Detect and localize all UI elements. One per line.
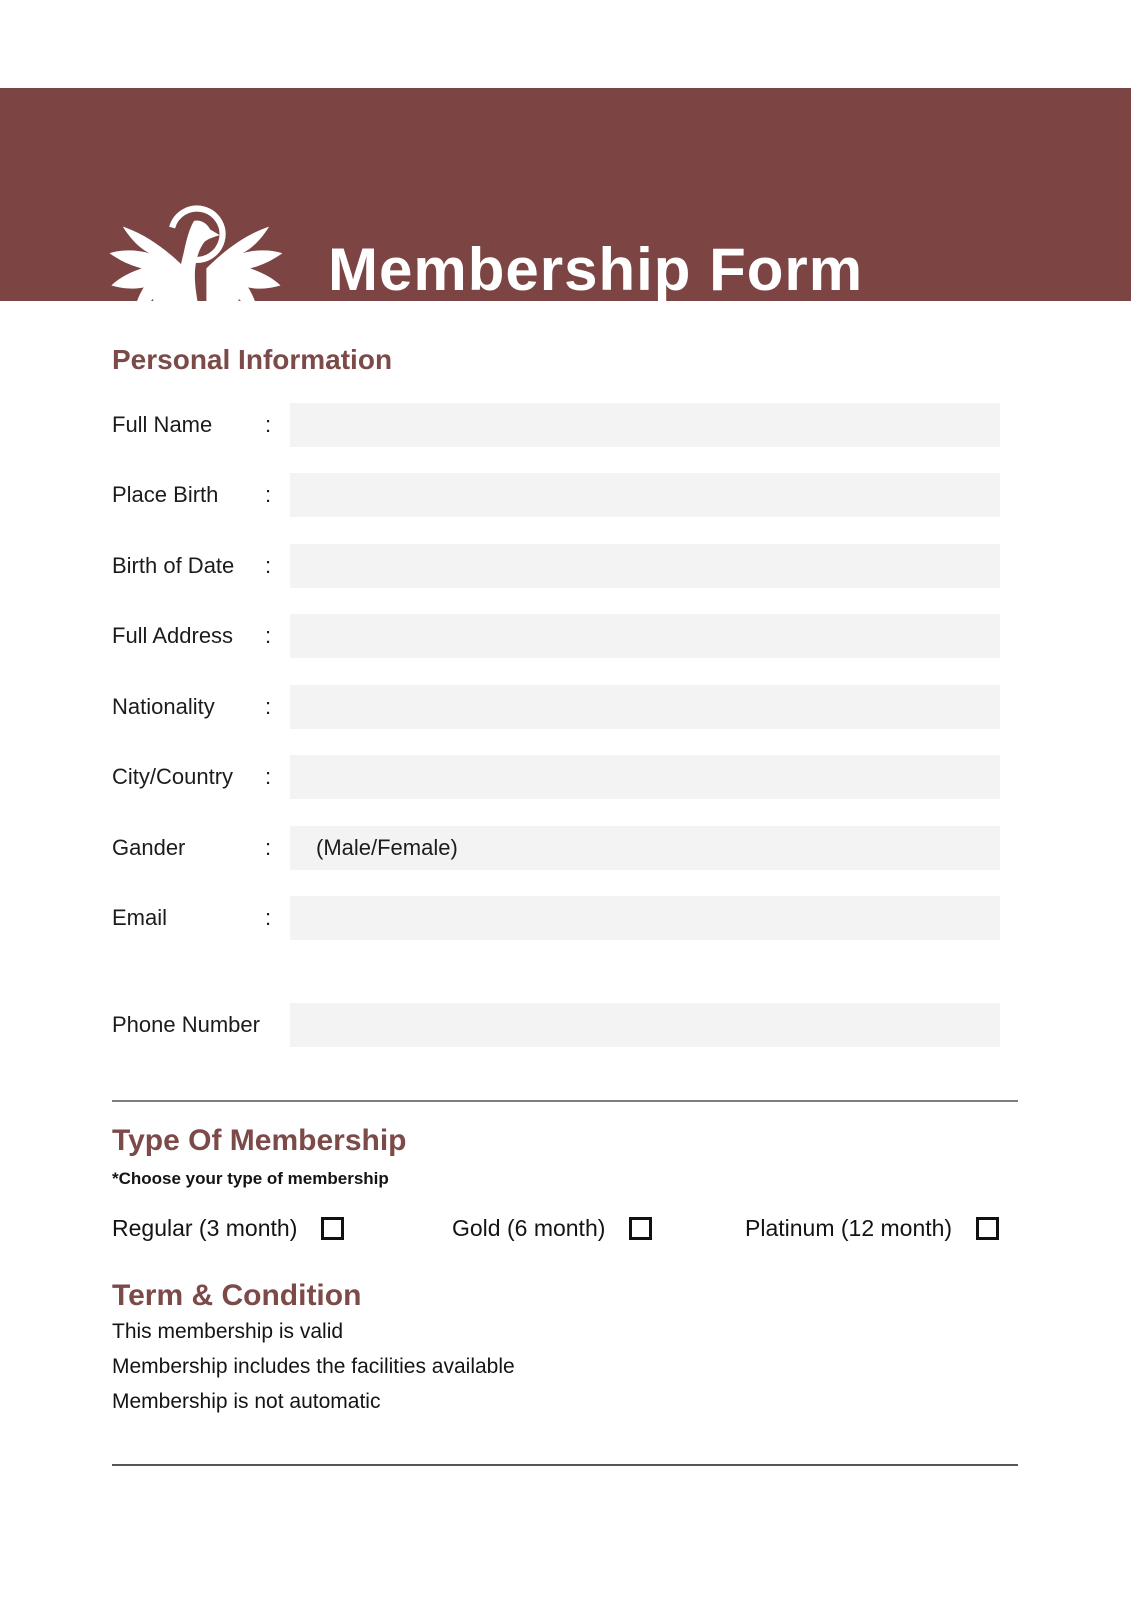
form-row-city-country [112,755,1000,799]
place-birth-input[interactable] [290,473,1000,517]
bottom-divider [112,1464,1018,1466]
form-row-birth-of-date [112,544,1000,588]
colon: : [265,835,272,860]
full-address-input[interactable] [290,614,1000,658]
place-birth-label: Place Birth [112,482,219,507]
form-title: Membership Form [328,236,864,303]
regular-label: Regular (3 month) [112,1214,298,1241]
colon: : [265,905,272,930]
full-name-label: Full Name [112,412,213,437]
email-input[interactable] [290,896,1000,940]
option-gold [452,1211,652,1245]
form-row-full-name [112,403,1000,447]
gender-label: Gander [112,835,186,860]
term-line-1: This membership is valid [112,1320,344,1343]
gender-placeholder: (Male/Female) [316,835,458,860]
city-country-input[interactable] [290,755,1000,799]
birth-of-date-label: Birth of Date [112,553,235,578]
phone-number-label: Phone Number [112,1012,260,1037]
term-condition-heading: Term & Condition [112,1279,362,1312]
form-row-full-address [112,614,1000,658]
phone-number-input[interactable] [290,1003,1000,1047]
colon: : [265,623,272,648]
birth-of-date-input[interactable] [290,544,1000,588]
colon: : [265,553,272,578]
option-regular [112,1211,344,1245]
form-row-place-birth [112,473,1000,517]
colon: : [265,482,272,507]
form-row-phone-number [112,1003,1000,1047]
option-platinum [745,1211,999,1245]
gold-label: Gold (6 month) [452,1214,606,1241]
gender-input[interactable] [290,826,1000,870]
gold-checkbox[interactable] [629,1217,652,1240]
form-row-nationality [112,685,1000,729]
type-of-membership-heading: Type Of Membership [112,1124,407,1157]
colon: : [265,412,272,437]
nationality-input[interactable] [290,685,1000,729]
regular-checkbox[interactable] [321,1217,344,1240]
personal-information-heading: Personal Information [112,344,393,375]
full-name-input[interactable] [290,403,1000,447]
nationality-label: Nationality [112,694,215,719]
form-row-email [112,896,1000,940]
header-band [0,88,1131,351]
membership-note: *Choose your type of membership [112,1169,389,1188]
brand-name: Fradel and Spies Fitness [330,324,860,351]
email-label: Email [112,905,168,930]
platinum-checkbox[interactable] [976,1217,999,1240]
colon: : [265,694,272,719]
form-row-gender [112,826,1000,870]
city-country-label: City/Country [112,764,234,789]
platinum-label: Platinum (12 month) [745,1214,953,1241]
section-divider [112,1100,1018,1102]
term-line-3: Membership is not automatic [112,1390,381,1413]
full-address-label: Full Address [112,623,234,648]
colon: : [265,764,272,789]
term-line-2: Membership includes the facilities available [112,1355,515,1378]
